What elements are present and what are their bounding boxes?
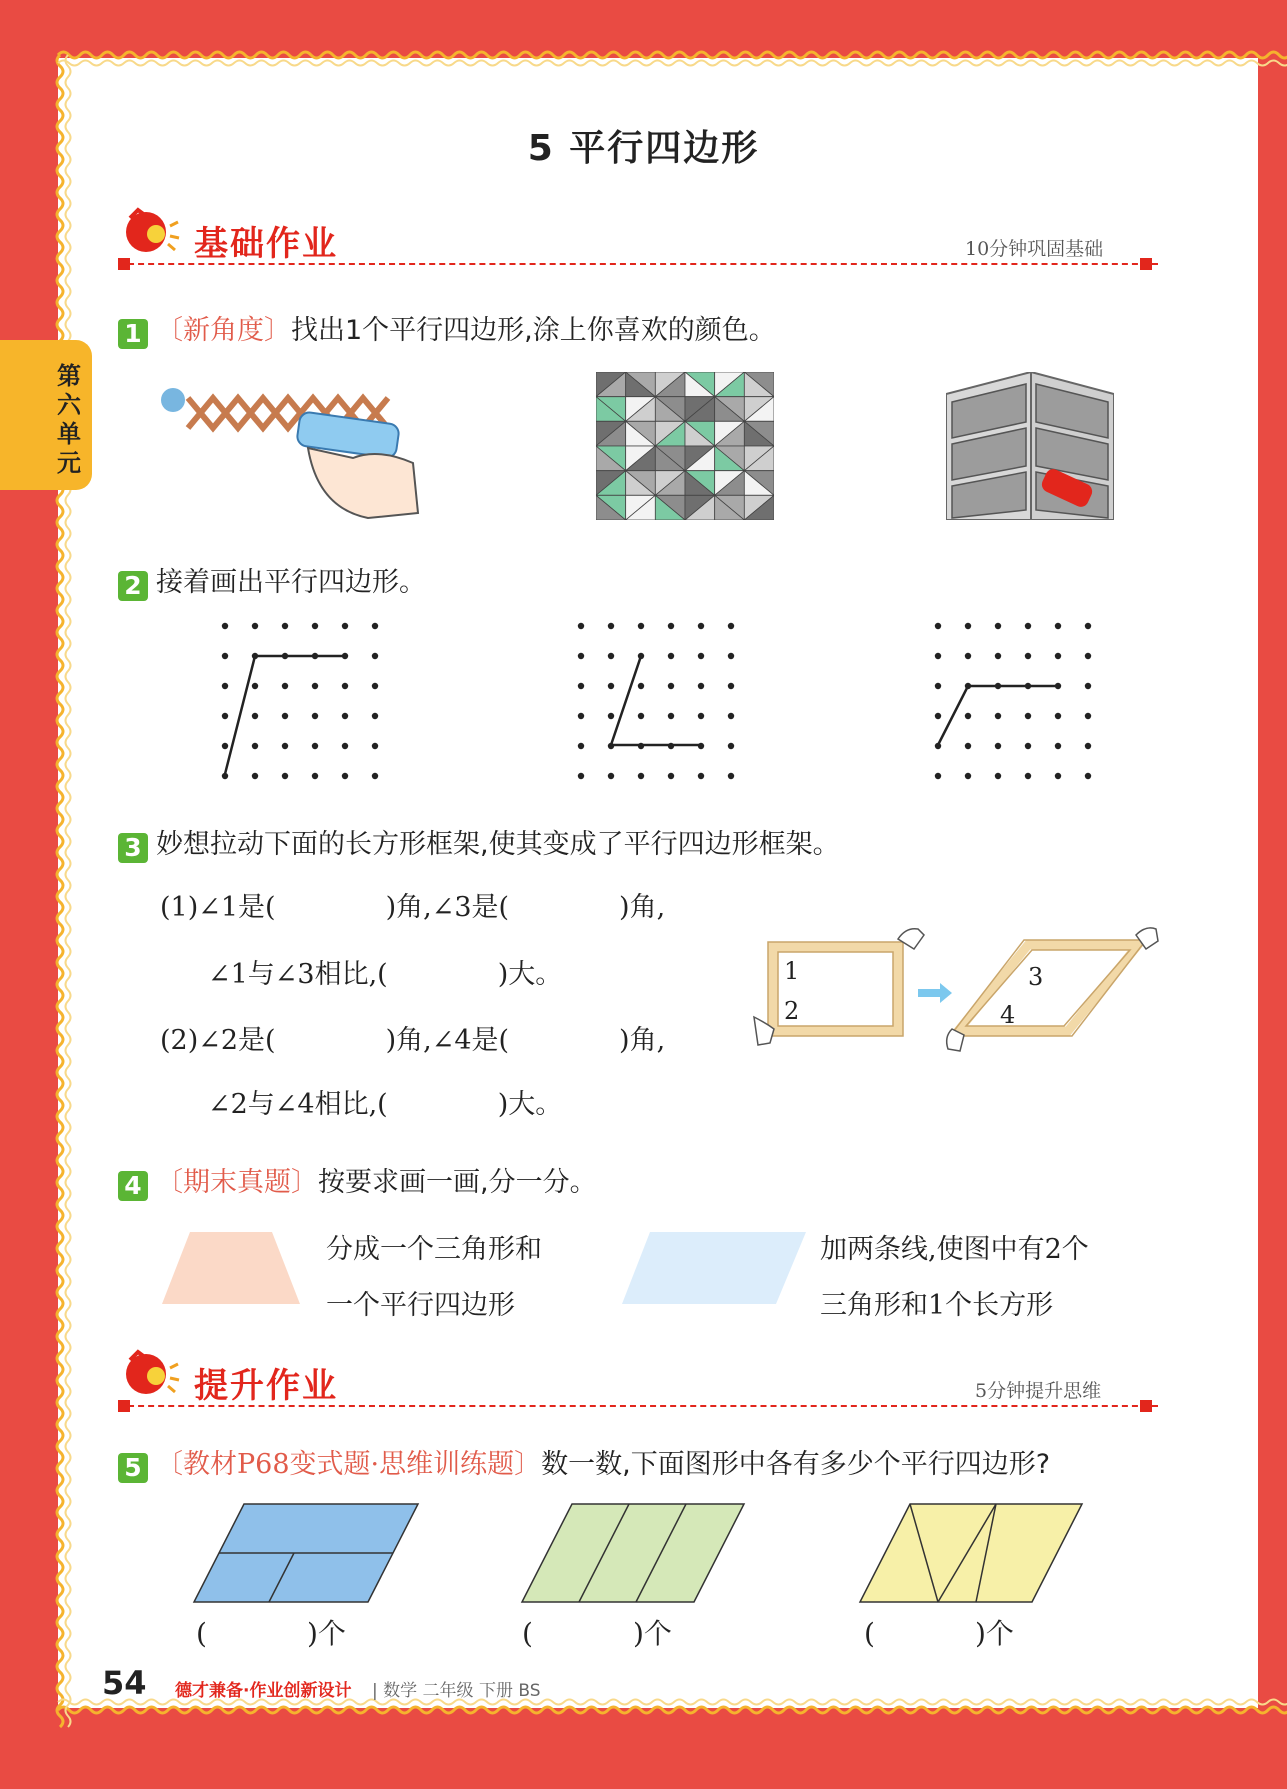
angle-label-4: 4	[1000, 1001, 1016, 1029]
grid-dot	[1025, 713, 1031, 719]
grid-dot	[995, 653, 1001, 659]
page-title: 5 平行四边形	[527, 128, 760, 169]
section-divider	[118, 1405, 1158, 1407]
parallelogram-figure-green	[520, 1502, 746, 1604]
q3-text: ∠2与∠4相比,(	[208, 1089, 388, 1120]
grid-dot	[608, 773, 614, 779]
grid-dot	[372, 713, 378, 719]
grid-dot	[222, 743, 228, 749]
grid-dot	[282, 743, 288, 749]
footer-book-info: | 数学 二年级 下册 BS	[372, 1681, 541, 1701]
grid-dot	[1025, 653, 1031, 659]
grid-dot	[1085, 773, 1091, 779]
grid-dot	[965, 653, 971, 659]
grid-dot	[698, 773, 704, 779]
grid-dot	[312, 623, 318, 629]
grid-dot	[638, 773, 644, 779]
grid-dot	[252, 773, 258, 779]
section-divider	[118, 263, 1158, 265]
arrow-right-icon	[918, 983, 952, 1003]
grid-dot	[252, 743, 258, 749]
angle-label-3: 3	[1028, 963, 1044, 991]
grid-dot	[578, 773, 584, 779]
grid-dot	[578, 683, 584, 689]
grid-dot	[578, 623, 584, 629]
grid-dot	[935, 623, 941, 629]
footer-brand: 德才兼备·作业创新设计	[175, 1681, 352, 1701]
triangle-tile-pattern-image	[596, 372, 774, 520]
divider-end-right	[1140, 258, 1152, 270]
question-number: 5	[118, 1453, 148, 1483]
grid-dot	[668, 623, 674, 629]
grid-dot	[728, 743, 734, 749]
grid-dot	[668, 653, 674, 659]
paren-open: (	[864, 1617, 875, 1650]
grid-dot	[282, 683, 288, 689]
q3-line-2	[208, 952, 562, 991]
grid-dot	[728, 683, 734, 689]
question-tag: 〔期末真题〕	[156, 1167, 318, 1198]
grid-dot	[995, 773, 1001, 779]
divider-end-left	[118, 258, 130, 270]
grid-dot	[342, 773, 348, 779]
question-number: 4	[118, 1171, 148, 1201]
grid-dot	[965, 713, 971, 719]
parallelogram-figure-blue	[192, 1502, 420, 1604]
grid-dot	[342, 623, 348, 629]
question-text: 数一数,下面图形中各有多少个平行四边形?	[541, 1449, 1051, 1480]
grid-dot	[698, 653, 704, 659]
grid-dot	[252, 713, 258, 719]
section-advanced-note: 5分钟提升思维	[975, 1380, 1102, 1402]
frame-transformation-image	[748, 925, 1160, 1060]
paren-close: )个	[974, 1617, 1014, 1650]
grid-dot	[1085, 623, 1091, 629]
grid-dot	[728, 653, 734, 659]
question-text: 找出1个平行四边形,涂上你喜欢的颜色。	[291, 315, 776, 346]
q4-text: 一个平行四边形	[326, 1290, 515, 1321]
bell-mascot-icon	[118, 1348, 182, 1400]
unit-side-tab-label: 第六单元	[57, 362, 81, 477]
grid-dot	[222, 713, 228, 719]
q3-text: )角,∠4是(	[385, 1025, 510, 1056]
grid-dot	[965, 743, 971, 749]
grid-dot	[935, 773, 941, 779]
question-text: 按要求画一画,分一分。	[318, 1167, 597, 1198]
bell-mascot-icon	[118, 206, 182, 258]
dot-grid-2	[571, 615, 741, 785]
angle-label-1: 1	[784, 957, 800, 985]
grid-dot	[1025, 773, 1031, 779]
grid-dot	[608, 653, 614, 659]
grid-dot	[222, 683, 228, 689]
grid-dot	[668, 713, 674, 719]
grid-dot	[608, 713, 614, 719]
grid-dot	[372, 743, 378, 749]
grid-dot	[282, 713, 288, 719]
grid-dot	[222, 623, 228, 629]
grid-dot	[578, 653, 584, 659]
grid-dot	[372, 623, 378, 629]
grid-dot	[312, 773, 318, 779]
q3-text: (2)∠2是(	[160, 1025, 276, 1056]
q3-text: )角,	[619, 892, 666, 923]
q3-line-4	[208, 1082, 562, 1121]
section-advanced-title: 提升作业	[194, 1366, 338, 1406]
trapezoid-shape[interactable]	[160, 1230, 302, 1306]
q4-instruction-a	[326, 1222, 542, 1334]
question-tag: 〔新角度〕	[156, 315, 291, 346]
question-1	[118, 308, 776, 349]
grid-dot	[698, 623, 704, 629]
question-number: 1	[118, 319, 148, 349]
grid-dot	[995, 623, 1001, 629]
q3-text: ∠1与∠3相比,(	[208, 959, 388, 990]
grid-dot	[372, 653, 378, 659]
scissor-lift-toy-image	[158, 368, 423, 520]
grid-dot	[342, 713, 348, 719]
paren-open: (	[196, 1617, 207, 1650]
grid-dot	[1025, 623, 1031, 629]
grid-dot	[372, 683, 378, 689]
grid-dot	[1085, 743, 1091, 749]
grid-dot	[578, 743, 584, 749]
parking-garage-image	[946, 372, 1114, 520]
grid-dot	[698, 683, 704, 689]
question-number: 3	[118, 833, 148, 863]
grid-dot	[252, 623, 258, 629]
q3-line-3	[160, 1018, 665, 1057]
grid-dot	[935, 713, 941, 719]
question-number: 2	[118, 571, 148, 601]
grid-dot	[728, 623, 734, 629]
grid-dot	[1085, 683, 1091, 689]
grid-dot	[638, 713, 644, 719]
question-4	[118, 1160, 597, 1201]
grid-dot	[1025, 743, 1031, 749]
dot-grid-3	[928, 615, 1098, 785]
q4-text: 分成一个三角形和	[326, 1234, 542, 1265]
q4-text: 加两条线,使图中有2个	[820, 1234, 1089, 1265]
grid-dot	[1085, 653, 1091, 659]
grid-dot	[608, 683, 614, 689]
page-number: 54	[102, 1664, 147, 1702]
question-tag: 〔教材P68变式题·思维训练题〕	[156, 1449, 542, 1480]
grid-dot	[638, 683, 644, 689]
q5-answer-1	[196, 1612, 346, 1652]
grid-dot	[995, 713, 1001, 719]
paren-close: )个	[306, 1617, 346, 1650]
grid-dot	[1085, 713, 1091, 719]
paren-close: )个	[632, 1617, 672, 1650]
grid-dot	[578, 713, 584, 719]
grid-dot	[698, 713, 704, 719]
q3-text: )大。	[497, 1089, 563, 1120]
q5-answer-3	[864, 1612, 1014, 1652]
angle-label-2: 2	[784, 997, 800, 1025]
grid-dot	[728, 773, 734, 779]
grid-dot	[312, 713, 318, 719]
question-text: 接着画出平行四边形。	[156, 567, 426, 598]
grid-dot	[1055, 653, 1061, 659]
divider-end-right	[1140, 1400, 1152, 1412]
q5-answer-2	[522, 1612, 672, 1652]
grid-dot	[965, 623, 971, 629]
grid-dot	[668, 773, 674, 779]
q4-instruction-b	[820, 1222, 1089, 1334]
grid-dot	[372, 773, 378, 779]
question-5	[118, 1442, 1050, 1483]
parallelogram-figure-yellow	[858, 1502, 1084, 1604]
q3-text: )角,	[619, 1025, 666, 1056]
grid-dot	[342, 683, 348, 689]
grid-dot	[638, 623, 644, 629]
section-basic-title: 基础作业	[194, 224, 338, 264]
grid-dot	[252, 683, 258, 689]
q3-line-1	[160, 885, 665, 924]
q4-text: 三角形和1个长方形	[820, 1290, 1054, 1321]
grid-dot	[965, 773, 971, 779]
grid-dot	[995, 743, 1001, 749]
grid-dot	[1055, 713, 1061, 719]
grid-dot	[1055, 743, 1061, 749]
question-2	[118, 560, 426, 601]
grid-dot	[222, 653, 228, 659]
grid-dot	[342, 743, 348, 749]
q3-text: (1)∠1是(	[160, 892, 276, 923]
question-text: 妙想拉动下面的长方形框架,使其变成了平行四边形框架。	[156, 829, 840, 860]
q3-text: )角,∠3是(	[385, 892, 510, 923]
divider-end-left	[118, 1400, 130, 1412]
grid-dot	[935, 683, 941, 689]
grid-dot	[312, 683, 318, 689]
grid-dot	[608, 623, 614, 629]
grid-dot	[668, 683, 674, 689]
grid-dot	[312, 743, 318, 749]
grid-dot	[282, 773, 288, 779]
dot-grid-1	[215, 615, 385, 785]
parallelogram-shape[interactable]	[620, 1230, 808, 1306]
grid-dot	[282, 623, 288, 629]
section-basic-note: 10分钟巩固基础	[965, 238, 1104, 260]
grid-dot	[1055, 623, 1061, 629]
q3-text: )大。	[497, 959, 563, 990]
grid-dot	[728, 713, 734, 719]
question-3	[118, 822, 840, 863]
paren-open: (	[522, 1617, 533, 1650]
grid-dot	[1055, 773, 1061, 779]
grid-dot	[935, 653, 941, 659]
